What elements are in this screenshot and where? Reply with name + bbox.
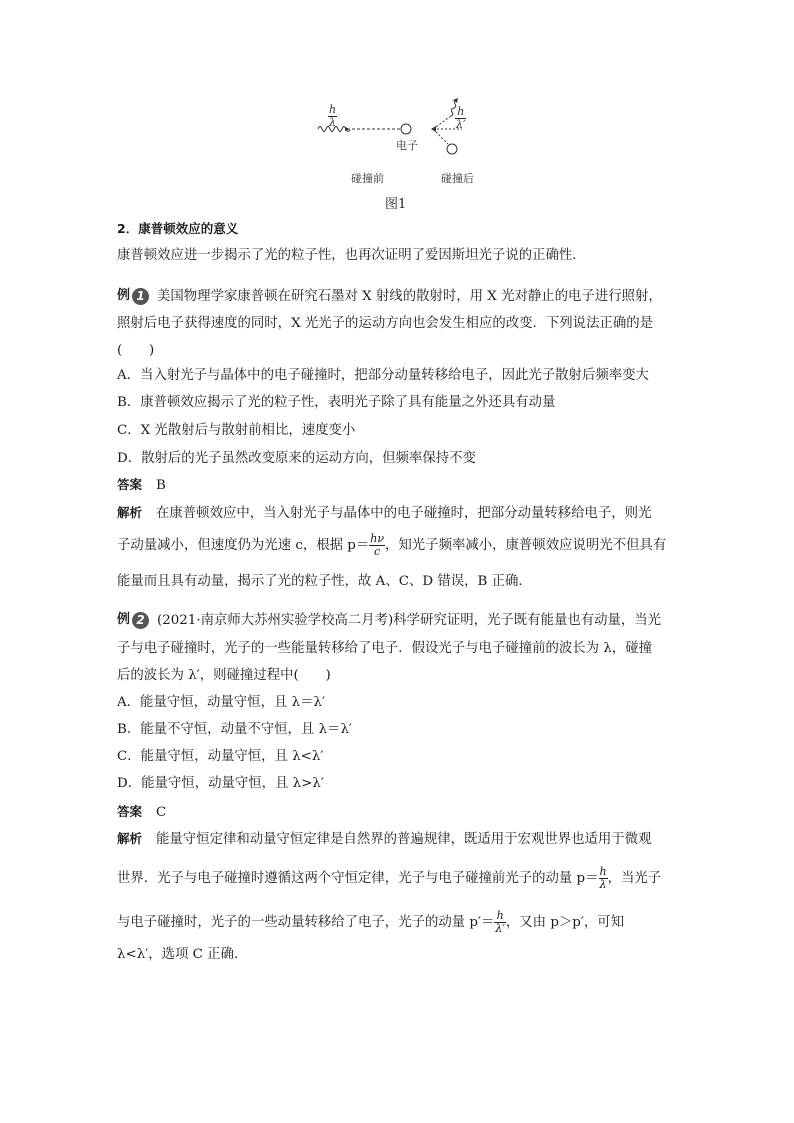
example1-stem-line3: ( ) (117, 343, 155, 358)
example2-analysis-line4: λ<λ′，选项 C 正确． (117, 947, 248, 962)
example2-option-d: D．能量守恒，动量守恒，且 λ>λ′ (117, 776, 324, 791)
electron-after-circle (447, 144, 457, 154)
after-collision-label: 碰撞后 (441, 172, 474, 185)
electron-before-circle (401, 124, 411, 134)
example1-option-b: B．康普顿效应揭示了光的粒子性，表明光子除了具有能量之外还具有动量 (117, 395, 556, 410)
momentum-after-fraction: $\frac{h}{\lambda'}$ (495, 909, 505, 935)
example2-analysis-line3: 与电子碰撞时，光子的一些动量转移给了电子，光子的动量 p′＝ $\frac{h}{\lambda'}$ ，又由 p＞p′，可知 (117, 909, 625, 935)
scattered-photon-label: $\frac{h}{\lambda'}$ (456, 105, 466, 131)
section-heading: 2．康普顿效应的意义 (117, 221, 239, 236)
incoming-photon-label: $\frac{h}{\lambda}$ (329, 103, 337, 129)
example2-option-c: C．能量守恒，动量守恒，且 λ<λ′ (117, 749, 324, 764)
example2-option-a: A．能量守恒，动量守恒，且 λ＝λ′ (117, 695, 326, 710)
origin-arrow-icon (431, 126, 436, 132)
example1-analysis-line2: 子动量减小，但速度仍为光速 c，根据 p＝ $\frac{h\nu}{c}$ ，知光子频率减小，康普顿效应说明光不但具有 (117, 532, 667, 558)
momentum-fraction: $\frac{h\nu}{c}$ (370, 532, 385, 558)
example2-analysis-line1: 解析 能量守恒定律和动量守恒定律是自然界的普遍规律，既适用于宏观世界也适用于微观 (117, 831, 652, 847)
compton-figure (300, 96, 500, 214)
example2-stem-line1: 例 2 (2021·南京师大苏州实验学校高二月考)科学研究证明，光子既有能量也有动量，当光 (117, 612, 662, 628)
example1-stem-line2: 照射后电子获得速度的同时，X 光光子的运动方向也会发生相应的改变．下列说法正确的是 (117, 316, 654, 331)
momentum-before-fraction: $\frac{h}{\lambda}$ (599, 865, 607, 891)
example1-option-c: C．X 光散射后与散射前相比，速度变小 (117, 423, 356, 438)
section-text: 康普顿效应进一步揭示了光的粒子性，也再次证明了爱因斯坦光子说的正确性． (117, 248, 586, 263)
example2-stem-line2: 子与电子碰撞时，光子的一些能量转移给了电子．假设光子与电子碰撞前的波长为 λ，碰撞 (117, 641, 652, 656)
example1-analysis-line3: 能量而且具有动量，揭示了光的粒子性，故 A、C、D 错误，B 正确． (117, 574, 532, 589)
example2-badge: 例 2 (117, 611, 149, 630)
example2-option-b: B．能量不守恒，动量不守恒，且 λ＝λ′ (117, 722, 352, 737)
example1-badge: 例 1 (117, 287, 149, 306)
scattered-arrow-icon (453, 98, 458, 103)
example1-analysis-line1: 解析 在康普顿效应中，当入射光子与晶体中的电子碰撞时，把部分动量转移给电子，则光 (117, 505, 652, 521)
example2-stem-line3: 后的波长为 λ′，则碰撞过程中( ) (117, 668, 331, 683)
electron-label: 电子 (396, 139, 418, 152)
example1-option-d: D．散射后的光子虽然改变原来的运动方向，但频率保持不变 (117, 451, 476, 466)
example1-option-a: A．当入射光子与晶体中的电子碰撞时，把部分动量转移给电子，因此光子散射后频率变大 (117, 368, 649, 383)
example1-answer: 答案 B (117, 477, 166, 493)
example2-analysis-line2: 世界．光子与电子碰撞时遵循这两个守恒定律，光子与电子碰撞前光子的动量 p＝ $\frac{h}{\lambda}$ ，当光子 (117, 865, 662, 891)
example2-answer: 答案 C (117, 804, 167, 820)
before-collision-label: 碰撞前 (351, 172, 384, 185)
example1-stem-line1: 例 1 美国物理学家康普顿在研究石墨对 X 射线的散射时，用 X 光对静止的电子进行照射， (117, 288, 662, 304)
figure-caption: 图1 (385, 197, 407, 212)
